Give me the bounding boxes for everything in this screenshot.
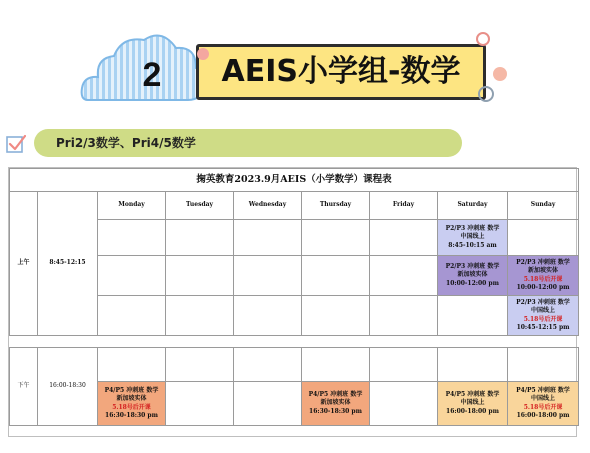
class-mode: 新加坡实体 — [116, 395, 147, 403]
section-number: 2 — [142, 56, 162, 94]
empty-cell — [370, 296, 438, 336]
class-title: P2/P3 冲刺班 数学 — [445, 263, 500, 271]
day-header: Monday — [98, 192, 166, 220]
class-time: 10:00-12:00 pm — [446, 279, 499, 287]
schedule-title: 掬英教育2023.9月AEIS（小学数学）课程表 — [10, 169, 579, 192]
day-header: Sunday — [508, 192, 579, 220]
morning-label: 上午 — [10, 192, 38, 336]
class-mode: 中国线上 — [531, 307, 556, 315]
empty-cell — [234, 296, 302, 336]
day-header: Friday — [370, 192, 438, 220]
morning-time: 8:45-12:15 — [38, 192, 98, 336]
section-title: AEIS小学组-数学 — [196, 44, 486, 100]
class-time: 16:00-18:00 pm — [446, 407, 499, 415]
decor-circle — [478, 86, 494, 102]
empty-cell — [98, 296, 166, 336]
class-cell-sat-offline — [438, 256, 508, 296]
class-title: P4/P5 冲刺班 数学 — [445, 391, 500, 399]
empty-cell — [166, 382, 234, 426]
class-cell-sat-online — [438, 220, 508, 256]
afternoon-label: 下午 — [10, 348, 38, 426]
empty-cell — [98, 256, 166, 296]
decor-circle — [493, 67, 507, 81]
day-header: Thursday — [302, 192, 370, 220]
class-cell-sun-online — [508, 296, 579, 336]
empty-cell — [370, 220, 438, 256]
class-cell-sun-pm — [508, 382, 579, 426]
class-title: P4/P5 冲刺班 数学 — [516, 387, 570, 395]
empty-cell — [370, 382, 438, 426]
class-mode: 中国线上 — [460, 399, 485, 407]
decor-circle — [197, 48, 209, 60]
empty-cell — [508, 220, 579, 256]
class-time: 16:30-18:30 pm — [309, 407, 362, 415]
empty-cell — [302, 256, 370, 296]
empty-cell — [438, 296, 508, 336]
class-note: 5.18号后开课 — [523, 275, 563, 283]
afternoon-time: 16:00-18:30 — [38, 348, 98, 426]
day-header: Tuesday — [166, 192, 234, 220]
class-title: P4/P5 冲刺班 数学 — [308, 391, 363, 399]
empty-cell — [234, 348, 302, 382]
class-cell-thu-pm — [302, 382, 370, 426]
empty-cell — [166, 296, 234, 336]
empty-cell — [234, 382, 302, 426]
class-cell-sat-pm — [438, 382, 508, 426]
class-time: 16:00-18:00 pm — [516, 411, 570, 419]
class-note: 5.18号后开课 — [523, 403, 563, 411]
empty-cell — [166, 256, 234, 296]
empty-cell — [98, 348, 166, 382]
class-mode: 中国线上 — [460, 233, 485, 241]
empty-cell — [302, 220, 370, 256]
empty-cell — [302, 348, 370, 382]
class-title: P2/P3 冲刺班 数学 — [445, 225, 500, 233]
section-divider — [10, 336, 579, 348]
class-time: 16:30-18:30 pm — [105, 411, 158, 419]
class-title: P4/P5 冲刺班 数学 — [104, 387, 159, 395]
day-header: Saturday — [438, 192, 508, 220]
empty-cell — [234, 256, 302, 296]
class-mode: 新加坡实体 — [457, 271, 488, 279]
empty-cell — [98, 220, 166, 256]
class-cell-mon-pm — [98, 382, 166, 426]
day-header: Wednesday — [234, 192, 302, 220]
empty-cell — [370, 256, 438, 296]
empty-cell — [166, 348, 234, 382]
subtitle-pill: Pri2/3数学、Pri4/5数学 — [34, 129, 462, 157]
class-title: P2/P3 冲刺班 数学 — [516, 299, 570, 307]
empty-cell — [370, 348, 438, 382]
class-time: 8:45-10:15 am — [448, 241, 497, 249]
class-note: 5.18号后开课 — [112, 403, 151, 411]
class-mode: 新加坡实体 — [528, 267, 559, 275]
class-note: 5.18号后开课 — [523, 315, 563, 323]
empty-cell — [508, 348, 579, 382]
class-title: P2/P3 冲刺班 数学 — [516, 259, 570, 267]
schedule-table — [9, 168, 579, 426]
empty-cell — [438, 348, 508, 382]
class-time: 10:00-12:00 pm — [516, 283, 570, 291]
class-mode: 中国线上 — [531, 395, 556, 403]
checkbox-icon — [6, 134, 26, 154]
empty-cell — [166, 220, 234, 256]
schedule-sheet — [8, 167, 577, 437]
empty-cell — [234, 220, 302, 256]
decor-circle — [476, 32, 490, 46]
class-mode: 新加坡实体 — [320, 399, 351, 407]
empty-cell — [302, 296, 370, 336]
class-cell-sun-offline — [508, 256, 579, 296]
class-time: 10:45-12:15 pm — [516, 323, 570, 331]
